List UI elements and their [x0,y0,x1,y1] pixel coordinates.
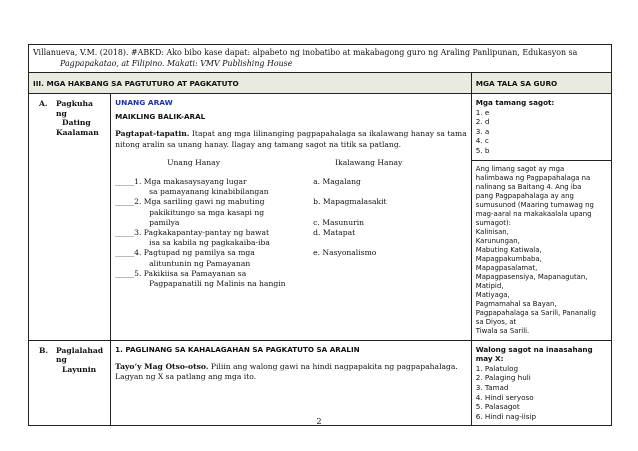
item-1: _____1. Mga makasaysayang lugar [115,177,247,187]
item-3: _____3. Pagkakapantay-pantay ng bawat [115,228,270,238]
section-b-step [29,340,111,426]
item-5-cont: Pagpapanatili ng Malinis na hangin [149,279,286,289]
column-headings [115,158,467,168]
expected-answer: 3. Tamad [475,382,509,392]
item-3-cont: isa sa kabila ng pagkakaiba-iba [149,238,270,248]
section-b-content [111,340,472,426]
matching-row [115,248,467,268]
item-2: _____2. Mga sariling gawi ng mabuting [115,197,265,207]
header-notes: MGA TALA SA GURO [471,73,611,94]
answers-title: Mga tamang sagot: [475,98,555,107]
answer-item: 5. b [475,145,490,155]
item-1-cont: sa pamayanang kinabibilangan [149,187,269,197]
section-a-step-line: Pagkuha ng [56,99,93,118]
reference-citation [29,45,612,73]
section-a-notes [471,94,611,341]
option-b: b. Mapagmalasakit [313,197,387,207]
matching-row [115,197,467,228]
item-5: _____5. Pakikiisa sa Pamayanan sa [115,268,247,278]
item-2-cont: pakikitungo sa mga kasapi ng [149,207,265,217]
expected-answer: 4. Hindi seryoso [475,392,534,402]
section-b-notes-title: Walong sagot na inaasahang may X: [475,344,593,364]
activity-title: MAIKLING BALIK-ARAL [115,112,206,122]
matching-row [115,269,467,289]
item-4: _____4. Pagtupad ng pamilya sa mga [115,248,255,258]
section-a-content [111,94,472,341]
section-b-instructions-text: Piliin ang walong gawi na hindi nagpapakita ng pagpapahalaga. Lagyan ng X sa patlang ang mga ito. [115,361,458,381]
document-page [28,44,612,426]
expected-answer: 2. Palaging huli [475,373,531,383]
section-a-letter: A. [39,99,48,108]
item-4-cont: alituntunin ng Pamayanan [149,258,251,268]
section-b-notes [471,340,611,426]
matching-items [115,177,467,289]
answer-item: 3. a [475,126,490,136]
section-b-instructions [115,362,467,382]
matching-row [115,228,467,248]
matching-instructions [115,129,467,149]
option-d: d. Matapat [313,228,356,238]
option-a: a. Magalang [313,177,361,187]
answer-item: 2. d [475,117,490,127]
answer-item: 4. c [475,136,489,146]
instructions-lead: Pagtapat-tapatin. [115,129,190,139]
section-b-row [29,340,612,426]
section-b-step-line: Layunin [62,364,97,374]
notes-divider [472,160,611,161]
expected-answer: 6. Hindi nag-iisip [475,411,537,421]
reference-line-1: Villanueva, V.M. (2018). #ABKD: Ako bibo kase dapat: alpabeto ng inobatibo at makabagong guro ng Araling Panlipunan, Edukasyon sa [33,48,578,57]
option-e: e. Nasyonalismo [313,248,377,258]
instructions-text: Itapat ang mga lilinanging pagpapahalaga sa ikalawang hanay sa tama nitong aralin sa unang hanay. Ilagay ang tamang sagot na titik sa patlang. [115,129,467,149]
section-b-heading: 1. PAGLINANG SA KAHALAGAHAN SA PAGKATUTO SA ARALIN [115,344,360,354]
answer-item: 1. e [475,107,490,117]
notes-body: Ang limang sagot ay mga halimbawa ng Pagpapahalaga na nalinang sa Baitang 4. Ang iba pang Pagpapahalaga ay ang sumusunod (Maaring tumawag ng mag-aaral na makakaalala upang sumagot): Kalinisan, Karunungan, Mabuting Katiwala, Mapagpakumbaba, Mapagpasalamat, Mapagpasensiya, Mapanagutan, Matipid, Matiyaga, Pagmamahal sa Bayan, Pagpapahalaga sa Sarili, Pananalig sa Diyos, at Tiwala sa Sarili. [475,164,596,335]
second-column-heading: Ikalawang Hanay [335,157,403,167]
lesson-plan-table [28,44,612,426]
first-column-heading: Unang Hanay [167,157,220,167]
section-b-step-line: Paglalahad ng [56,345,104,365]
reference-line-2: Pagpapakatao, at Filipino. Makati: VMV Publishing House [60,58,293,68]
section-a-row [29,94,612,341]
section-a-step-line: Dating [62,118,91,128]
item-2-cont: pamilya [149,217,180,227]
day-label: UNANG ARAW [115,98,173,107]
section-a-step [29,94,111,341]
expected-answer: 1. Palatulog [475,363,519,373]
header-steps: III. MGA HAKBANG SA PAGTUTURO AT PAGKATUTO [29,73,472,94]
option-c: c. Masunurin [313,217,365,227]
section-b-instructions-lead: Tayo’y Mag Otso-otso. [115,361,209,371]
table-header [29,73,612,94]
expected-answer: 5. Palasagot [475,402,520,412]
section-a-step-line: Kaalaman [56,127,99,137]
matching-row [115,177,467,197]
section-b-letter: B. [39,345,49,355]
page-number: 2 [316,417,322,426]
